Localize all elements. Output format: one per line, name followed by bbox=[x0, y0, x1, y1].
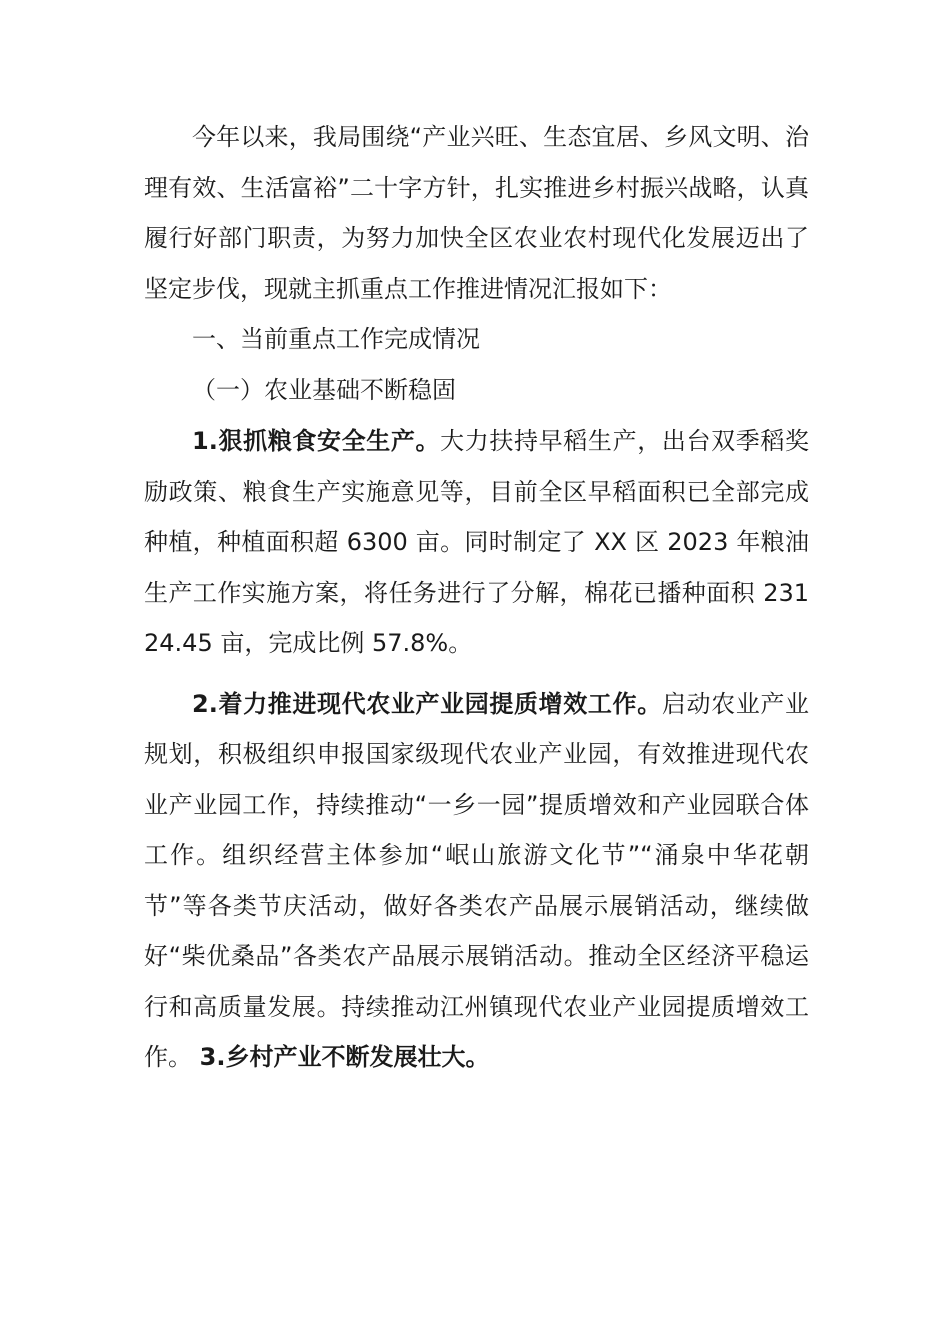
section-heading: 一、当前重点工作完成情况 bbox=[192, 325, 480, 353]
item-1-title: 1.狠抓粮食安全生产。 bbox=[192, 427, 441, 455]
item-2-paragraph bbox=[144, 679, 809, 1083]
item-2-title: 2.着力推进现代农业产业园提质增效工作。 bbox=[192, 689, 662, 718]
subsection-heading: （一）农业基础不断稳固 bbox=[192, 375, 456, 404]
intro-paragraph: 今年以来，我局围绕“产业兴旺、生态宜居、乡风文明、治理有效、生活富裕”二十字方针，扎实推进乡村振兴战略，认真履行好部门职责，为努力加快全区农业农村现代化发展迈出了坚定步伐，现就主抓重点工作推进情况汇报如下： bbox=[144, 123, 809, 303]
item-2-body: 启动农业产业规划，积极组织申报国家级现代农业产业园，有效推进现代农业产业园工作，持续推动“一乡一园”提质增效和产业园联合体工作。组织经营主体参加“岷山旅游文化节”“涌泉中华花朝节”等各类节庆活动，做好各类农产品展示展销活动，继续做好“柴优桑品”各类农产品展示展销活动。推动全区经济平稳运行和高质量发展。持续推动江州镇现代农业产业园提质增效工作。 bbox=[144, 689, 809, 1071]
item-3-title: 3.乡村产业不断发展壮大。 bbox=[199, 1043, 490, 1071]
item-1-paragraph bbox=[144, 416, 809, 669]
document-page bbox=[144, 112, 809, 1083]
item-1-body: 大力扶持早稻生产，出台双季稻奖励政策、粮食生产实施意见等，目前全区早稻面积已全部完成种植，种植面积超 6300 亩。同时制定了 XX 区 2023 年粮油生产工作实施方案，将任务进行了分解，棉花已播种面积 23124.45 亩，完成比例 57.8%。 bbox=[144, 427, 809, 657]
